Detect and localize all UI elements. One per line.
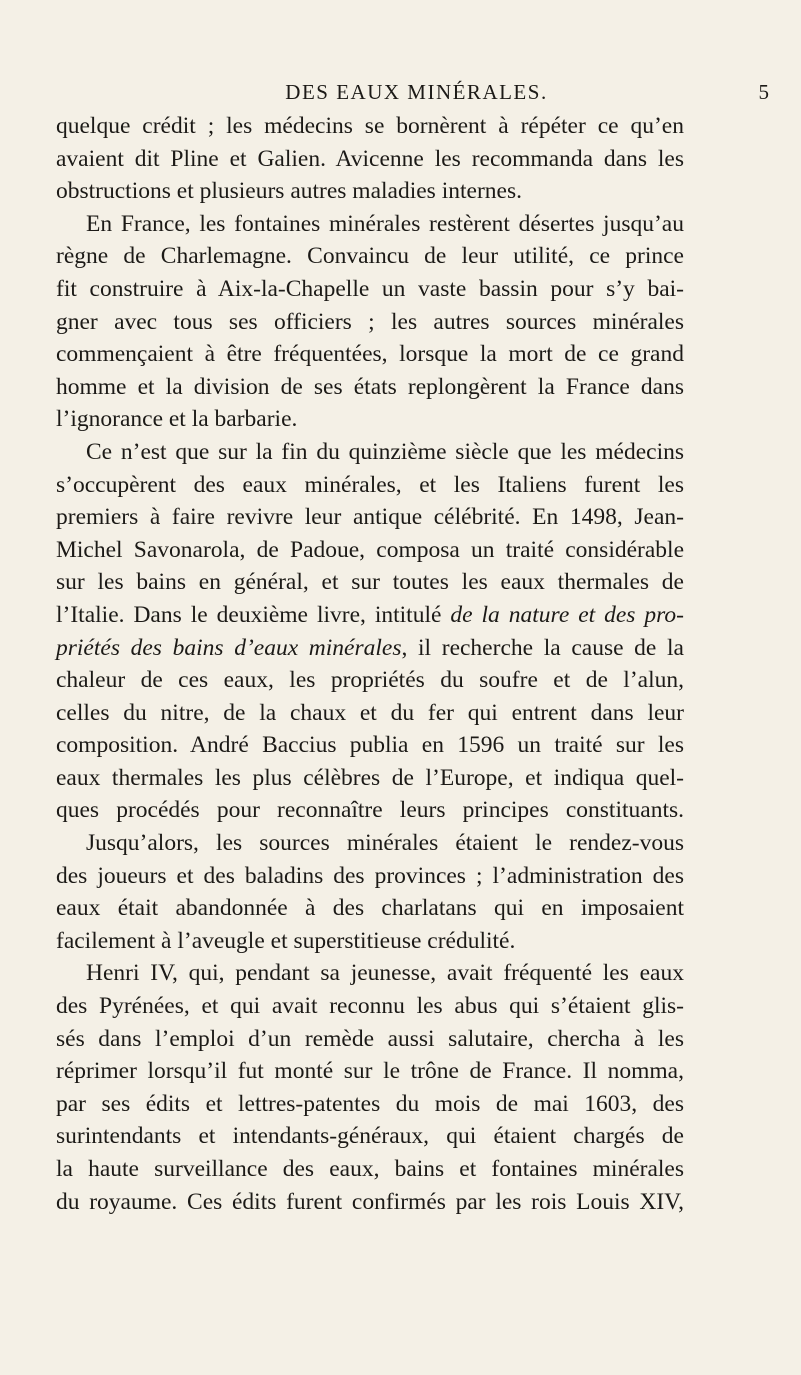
text-line: Jusqu’alors, les sources minérales étaient le rendez-vous	[86, 830, 684, 857]
italic-title: de la nature et des pro-	[450, 601, 685, 628]
text-line: chaleur de ces eaux, les propriétés du soufre et de l’alun,	[56, 667, 684, 694]
text-line	[56, 599, 684, 632]
running-header	[60, 78, 773, 108]
text-segment: , il recherche la cause de la	[401, 634, 684, 661]
text-line: premiers à faire revivre leur antique célébrité. En 1498, Jean-	[56, 504, 684, 531]
text-line: la haute surveillance des eaux, bains et fontaines minérales	[56, 1156, 684, 1182]
text-line: des joueurs et des baladins des provinces ; l’administration des	[56, 862, 684, 889]
text-line: fit construire à Aix-la-Chapelle un vaste bassin pour s’y bai-	[56, 275, 684, 302]
text-line: surintendants et intendants-généraux, qui étaient chargés de	[56, 1123, 684, 1150]
text-line: du royaume. Ces édits furent confirmés par les rois Louis XIV,	[56, 1188, 684, 1215]
text-line: gner avec tous ses officiers ; les autres sources minérales	[56, 308, 684, 335]
italic-title: priétés des bains d’eaux minérales	[56, 634, 402, 661]
running-title: DES EAUX MINÉRALES.	[285, 80, 548, 104]
text-line: s’occupèrent des eaux minérales, et les Italiens furent les	[56, 471, 684, 498]
text-line: celles du nitre, de la chaux et du fer qui entrent dans leur	[56, 699, 684, 726]
body-text	[56, 110, 684, 1218]
text-segment: l’Italie. Dans le deuxième livre, intitulé	[56, 601, 451, 628]
text-line: sés dans l’emploi d’un remède aussi salutaire, chercha à les	[56, 1025, 684, 1052]
page-number: 5	[758, 80, 769, 104]
text-line: règne de Charlemagne. Convaincu de leur utilité, ce prince	[56, 243, 684, 270]
text-line: ques procédés pour reconnaître leurs principes constituants.	[56, 797, 684, 824]
text-line: eaux thermales les plus célèbres de l’Europe, et indiqua quel-	[56, 764, 684, 791]
text-line: facilement à l’aveugle et superstitieuse crédulité.	[56, 927, 516, 954]
text-line: Henri IV, qui, pendant sa jeunesse, avait fréquenté les eaux	[86, 960, 684, 987]
text-line	[56, 632, 684, 665]
text-line: composition. André Baccius publia en 1596 un traité sur les	[56, 732, 684, 759]
text-line: des Pyrénées, et qui avait reconnu les abus qui s’étaient glis-	[56, 993, 684, 1020]
text-line: sur les bains en général, et sur toutes les eaux thermales de	[56, 569, 684, 596]
text-line: eaux était abandonnée à des charlatans qui en imposaient	[56, 895, 684, 922]
text-line: commençaient à être fréquentées, lorsque la mort de ce grand	[56, 341, 684, 368]
text-line: par ses édits et lettres-patentes du mois de mai 1603, des	[56, 1090, 684, 1117]
text-line: obstructions et plusieurs autres maladies internes.	[56, 178, 522, 205]
text-line: homme et la division de ses états replongèrent la France dans	[56, 373, 684, 400]
text-line: En France, les fontaines minérales restèrent désertes jusqu’au	[86, 210, 684, 237]
text-line: l’ignorance et la barbarie.	[56, 406, 298, 433]
text-line: avaient dit Pline et Galien. Avicenne les recommanda dans les	[56, 145, 684, 172]
text-line: réprimer lorsqu’il fut monté sur le trône de France. Il nomma,	[56, 1058, 684, 1085]
text-line: Michel Savonarola, de Padoue, composa un traité considérable	[56, 536, 684, 563]
text-line: Ce n’est que sur la fin du quinzième siècle que les médecins	[86, 438, 684, 465]
text-line: quelque crédit ; les médecins se bornèrent à répéter ce qu’en	[56, 113, 684, 139]
